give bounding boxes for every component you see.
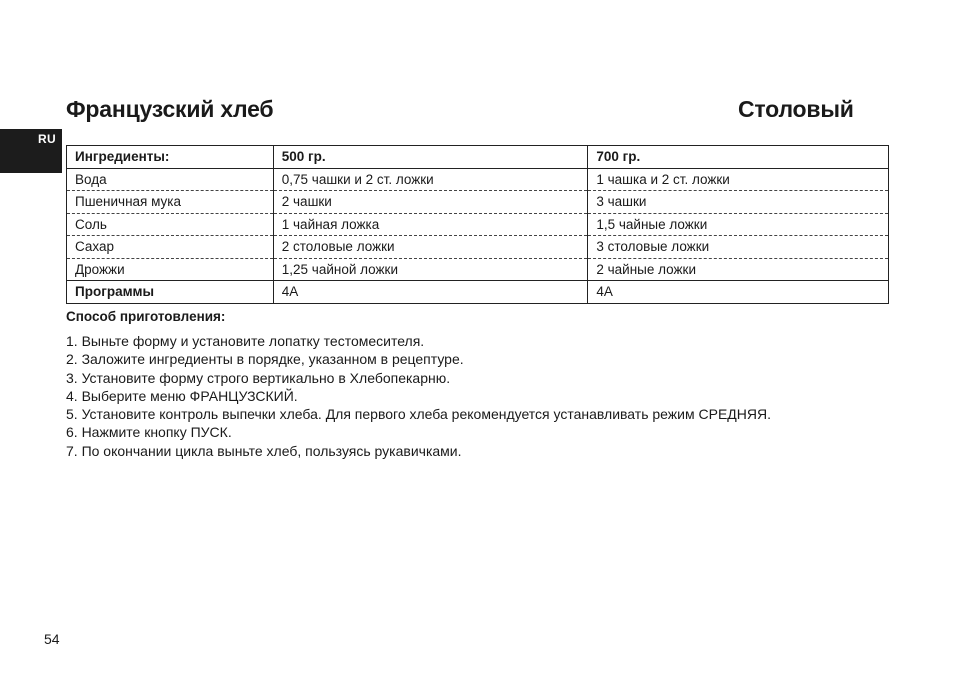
amount-700g: 3 столовые ложки [588,236,889,259]
method-step: 5. Установите контроль выпечки хлеба. Для первого хлеба рекомендуется устанавливать режим СРЕДНЯЯ. [66,406,771,423]
ingredients-table [66,145,889,304]
header-ingredients: Ингредиенты: [67,146,274,169]
ingredient-name: Сахар [67,236,274,259]
amount-700g: 2 чайные ложки [588,258,889,281]
amount-700g: 1,5 чайные ложки [588,213,889,236]
header-500g: 500 гр. [273,146,588,169]
page-number: 54 [44,631,60,647]
recipe-category: Столовый [738,96,854,122]
programs-label: Программы [67,281,274,304]
table-row [67,168,889,191]
language-tab [0,129,62,173]
table-row [67,213,889,236]
program-500g: 4A [273,281,588,304]
method-step: 1. Выньте форму и установите лопатку тестомесителя. [66,333,425,349]
method-step: 6. Нажмите кнопку ПУСК. [66,424,232,441]
table-row [67,236,889,259]
method-heading: Способ приготовления: [66,309,226,324]
method-step: 7. По окончании цикла выньте хлеб, пользуясь рукавичками. [66,442,462,459]
ingredient-name: Соль [67,213,274,236]
amount-500g: 1,25 чайной ложки [273,258,588,281]
header-700g: 700 гр. [588,146,889,169]
language-label: RU [38,132,56,146]
ingredient-name: Вода [67,168,274,191]
method-steps [66,332,926,460]
programs-row [67,281,889,304]
program-700g: 4A [588,281,889,304]
amount-700g: 1 чашка и 2 ст. ложки [588,168,889,191]
amount-500g: 0,75 чашки и 2 ст. ложки [273,168,588,191]
table-row [67,258,889,281]
ingredient-name: Дрожжи [67,258,274,281]
method-step: 3. Установите форму строго вертикально в Хлебопекарню. [66,369,451,386]
amount-500g: 2 столовые ложки [273,236,588,259]
amount-500g: 2 чашки [273,191,588,214]
ingredient-name: Пшеничная мука [67,191,274,214]
amount-500g: 1 чайная ложка [273,213,588,236]
amount-700g: 3 чашки [588,191,889,214]
table-header-row [67,146,889,169]
method-step: 2. Заложите ингредиенты в порядке, указанном в рецептуре. [66,351,464,368]
method-step: 4. Выберите меню ФРАНЦУЗСКИЙ. [66,387,298,404]
preparation-method [66,309,926,460]
table-row [67,191,889,214]
recipe-title: Французский хлеб [66,96,274,122]
